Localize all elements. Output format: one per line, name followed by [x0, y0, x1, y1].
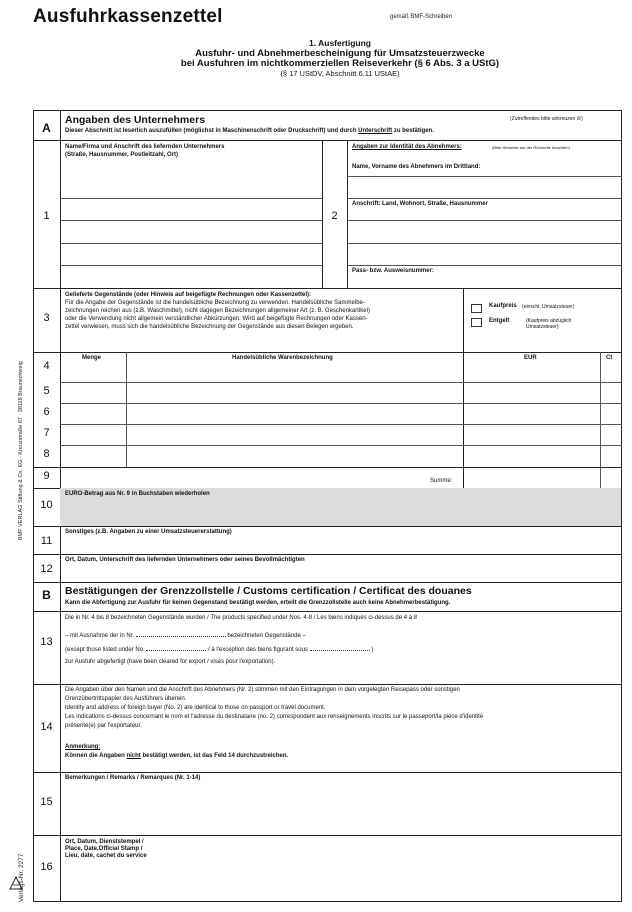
form-title: Ausfuhrkassenzettel [33, 6, 223, 27]
section-b-subtitle: Kann die Abfertigung zur Ausfuhr für keinen Gegenstand bestätigt werden, erteilt die Grenzzollstelle auch keine Abnehmerbestätigung. [65, 600, 451, 606]
field-1-sublabel: (Straße, Hausnummer, Postleitzahl, Ort) [65, 152, 179, 158]
field-10-number: 10 [40, 499, 53, 511]
field-16-number: 16 [40, 861, 53, 873]
section-a-letter: A [42, 121, 51, 135]
header-heading-1: Ausfuhr- und Abnehmerbescheinigung für Umsatzsteuerzwecke [195, 48, 485, 59]
kaufpreis-label: Kaufpreis [489, 303, 517, 309]
field-13-line-2: – mit Ausnahme der in Nr. bezeichneten Gegenstände – [65, 633, 306, 639]
field-14-line-1: Die Angaben über den Namen und die Anschrift des Abnehmers (Nr. 2) stimmen mit den Eintragungen in dem vorgelegten Reisepass oder sonstigen [65, 687, 460, 693]
field-3-label: Gelieferte Gegenstände (oder Hinweis auf beigefügte Rechnungen oder Kassenzettel): [65, 292, 312, 298]
sidebar [4, 160, 32, 905]
field-3-line-4: zettel verwiesen, muss sich die handelsübliche Bezeichnung der Gegenstände aus diesen Belegen ergeben. [65, 324, 354, 330]
field-15-number: 15 [40, 796, 53, 808]
field-12-number: 12 [40, 563, 53, 575]
field-3-number: 3 [43, 312, 50, 324]
field-11-number: 11 [40, 535, 53, 547]
field-13-line-3: (except those listed under No. / à l'exception des biens figurant sous ) [65, 647, 374, 653]
field-14-number: 14 [40, 721, 53, 733]
entgelt-note-2: Umsatzsteuer) [526, 324, 559, 330]
field-10-label: EURO-Betrag aus Nr. 9 in Buchstaben wiederholen [65, 491, 210, 497]
field-2-number: 2 [331, 210, 338, 222]
buyer-address-label: Anschrift: Land, Wohnort, Straße, Hausnummer [352, 201, 488, 207]
field-14-note-label: Anmerkung: [65, 744, 101, 750]
field-3-line-1: Für die Angabe der Gegenstände ist die handelsübliche Bezeichnung zu verwenden. Handelsübliche Sammelbe- [65, 300, 365, 306]
row-8-number: 8 [43, 448, 50, 460]
buyer-name-label: Name, Vorname des Abnehmers im Drittland: [352, 164, 481, 170]
except-no-fr-field[interactable] [310, 645, 370, 651]
field-13-number: 13 [40, 636, 53, 648]
field-14-line-2: Grenzübertrittspapier des Ausführers überein. [65, 696, 187, 702]
entgelt-checkbox[interactable] [471, 318, 482, 327]
publisher-text: BMF VERLAG Stiftung & Co. KG · Kreuzstraße 67 · 38118 Braunschweig [18, 361, 24, 540]
field-15-label: Bemerkungen / Remarks / Remarques (Nr. 1-14) [65, 775, 201, 781]
publisher-logo-icon [8, 875, 24, 891]
field-14-line-4: Les indications ci-dessus concernant le nom et l'adresse du destinataire (no. 2) correspondent aux renseignements inscrits sur le passeport/la pièce d'identité [65, 714, 484, 720]
entgelt-label: Entgelt [489, 318, 510, 324]
field-3-line-3: oder die Verwendung nicht allgemein verständlicher Abkürzungen. Wird auf beigefügte Rechnungen oder Kassen- [65, 316, 368, 322]
section-a-hint: (Zutreffendes bitte ankreuzen ☒) [510, 116, 583, 122]
section-a-title: Angaben des Unternehmers [65, 114, 206, 126]
kaufpreis-checkbox[interactable] [471, 304, 482, 313]
except-no-field[interactable] [136, 631, 226, 637]
copy-label: 1. Ausfertigung [308, 38, 372, 48]
row-9-number: 9 [43, 470, 50, 482]
field-14-note: Können die Angaben nicht bestätigt werden, ist das Feld 14 durchzustreichen. [65, 753, 289, 759]
header-legal-ref: (§ 17 UStDV, Abschnitt 6.11 UStAE) [280, 69, 400, 78]
field-1-label: Name/Firma und Anschrift des liefernden Unternehmers [65, 144, 225, 150]
field-3-line-2: zeichnungen reichen aus (z.B. Waschmittel), nicht dagegen Bezeichnungen allgemeiner Art (z. B. Geschenkartikel) [65, 308, 370, 314]
field-2-note: (Bitte Hinweise auf der Rückseite beachten) [492, 145, 570, 150]
field-12-label: Ort, Datum, Unterschrift des liefernden Unternehmers oder seines Bevollmächtigten [65, 557, 305, 563]
field-16-line-2: Place, Date,Official Stamp / [65, 846, 143, 852]
sum-label: Summe: [430, 478, 453, 484]
field-13-line-4: zur Ausfuhr abgefertigt (have been cleared for export / visés pour l'exportation). [65, 659, 276, 665]
passport-number-label: Pass- bzw. Ausweisnummer: [352, 268, 434, 274]
col-ct: Ct [606, 355, 613, 361]
row-5-number: 5 [43, 385, 50, 397]
section-b-title: Bestätigungen der Grenzzollstelle / Customs certification / Certificat des douanes [65, 585, 472, 597]
field-2-label: Angaben zur Identität des Abnehmers: [352, 144, 462, 150]
row-7-number: 7 [43, 427, 50, 439]
field-14-line-5: présenté(e) par l'exportateur. [65, 723, 142, 729]
field-16-line-3: Lieu, date, cachet du service [65, 853, 147, 859]
row-6-number: 6 [43, 406, 50, 418]
kaufpreis-note: (einschl. Umsatzsteuer) [522, 304, 575, 310]
section-a-subtitle: Dieser Abschnitt ist leserlich auszufüllen (möglichst in Maschinenschrift oder Druckschrift) und durch Unterschrift zu bestätigen. [65, 128, 434, 134]
field-1-number: 1 [43, 210, 50, 222]
field-16-line-1: Ort, Datum, Dienststempel / [65, 839, 144, 845]
row-4-number: 4 [43, 360, 50, 372]
field-13-line-1: Die in Nr. 4 bis 8 bezeichneten Gegenstände wurden / The products specified under Nos. 4-8 / Les biens indiqués ci-dessus de 4 à 8 [65, 615, 418, 621]
header-heading-2: bei Ausfuhren im nichtkommerziellen Reiseverkehr (§ 6 Abs. 3 a UStG) [180, 58, 500, 69]
field-11-label: Sonstiges (z.B. Angaben zu einer Umsatzsteuererstattung) [65, 529, 232, 535]
col-bezeichnung: Handelsübliche Warenbezeichnung [232, 355, 333, 361]
entgelt-note-1: (Kaufpreis abzüglich [526, 318, 572, 324]
section-b-letter: B [42, 588, 51, 602]
field-14-line-3: Identity and address of foreign buyer (No. 2) are identical to those on passport or travel document. [65, 705, 326, 711]
order-number: Verlags-Nr. 2277 [18, 853, 25, 902]
except-no-en-field[interactable] [146, 645, 206, 651]
bmf-note: gemäß BMF-Schreiben [390, 14, 453, 20]
col-eur: EUR [524, 355, 537, 361]
col-menge: Menge [82, 355, 102, 361]
